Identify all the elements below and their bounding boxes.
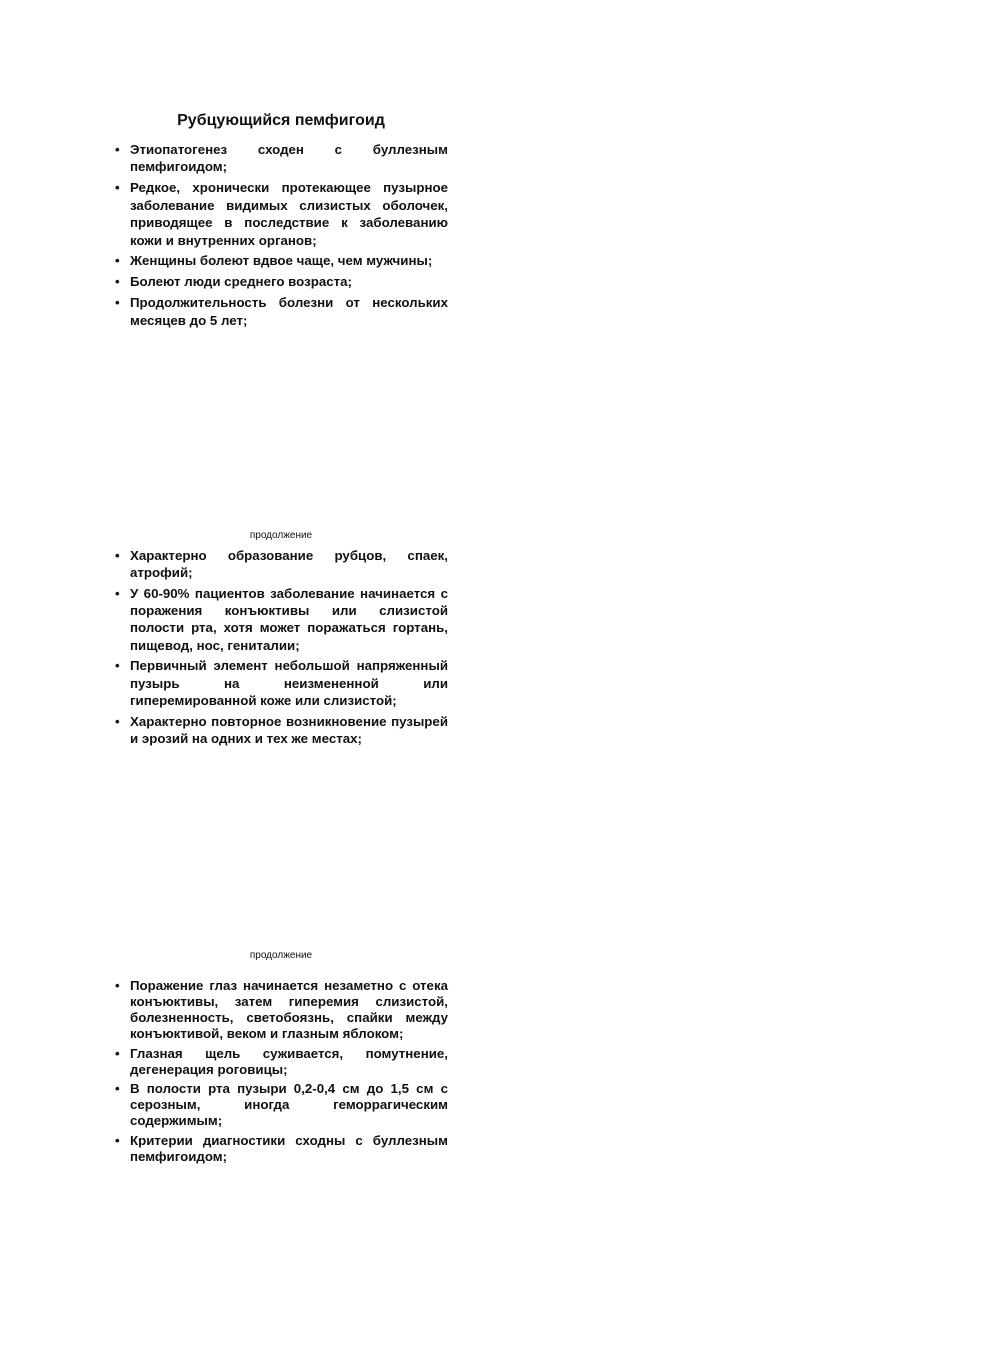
list-item: • Женщины болеют вдвое чаще, чем мужчины; xyxy=(114,252,448,269)
list-item: • Этиопатогенез сходен с буллезным пемфигоидом; xyxy=(114,141,448,176)
continuation-label: продолжение xyxy=(249,530,313,541)
list-item: • Редкое, хронически протекающее пузырное заболевание видимых слизистых оболочек, приводящее в последствие к заболеванию кожи и внутренних органов; xyxy=(114,179,448,249)
list-item: • Характерно образование рубцов, спаек, атрофий; xyxy=(114,547,448,581)
list-item: • Критерии диагностики сходны с буллезным пемфигоидом; xyxy=(114,1133,448,1165)
list-item: • В полости рта пузыри 0,2-0,4 см до 1,5 см с серозным, иногда геморрагическим содержимым; xyxy=(114,1081,448,1129)
page-title: Рубцующийся пемфигоид xyxy=(177,112,385,129)
list-item: • У 60-90% пациентов заболевание начинается с поражения конъюктивы или слизистой полости рта, хотя может поражаться гортань, пищевод, нос, гениталии; xyxy=(114,585,448,654)
bullet-list-section-1 xyxy=(114,141,448,333)
list-item: • Глазная щель суживается, помутнение, дегенерация роговицы; xyxy=(114,1046,448,1078)
list-item: • Характерно повторное возникновение пузырей и эрозий на одних и тех же местах; xyxy=(114,713,448,747)
bullet-list-section-3 xyxy=(114,978,448,1168)
list-item: • Поражение глаз начинается незаметно с отека конъюктивы, затем гиперемия слизистой, болезненность, светобоязнь, спайки между конъюктивой, веком и глазным яблоком; xyxy=(114,978,448,1042)
list-item: • Продолжительность болезни от нескольких месяцев до 5 лет; xyxy=(114,294,448,329)
list-item: • Болеют люди среднего возраста; xyxy=(114,273,448,290)
bullet-list-section-2 xyxy=(114,547,448,751)
list-item: • Первичный элемент небольшой напряженный пузырь на неизмененной или гиперемированной коже или слизистой; xyxy=(114,657,448,709)
continuation-label: продолжение xyxy=(249,950,313,961)
